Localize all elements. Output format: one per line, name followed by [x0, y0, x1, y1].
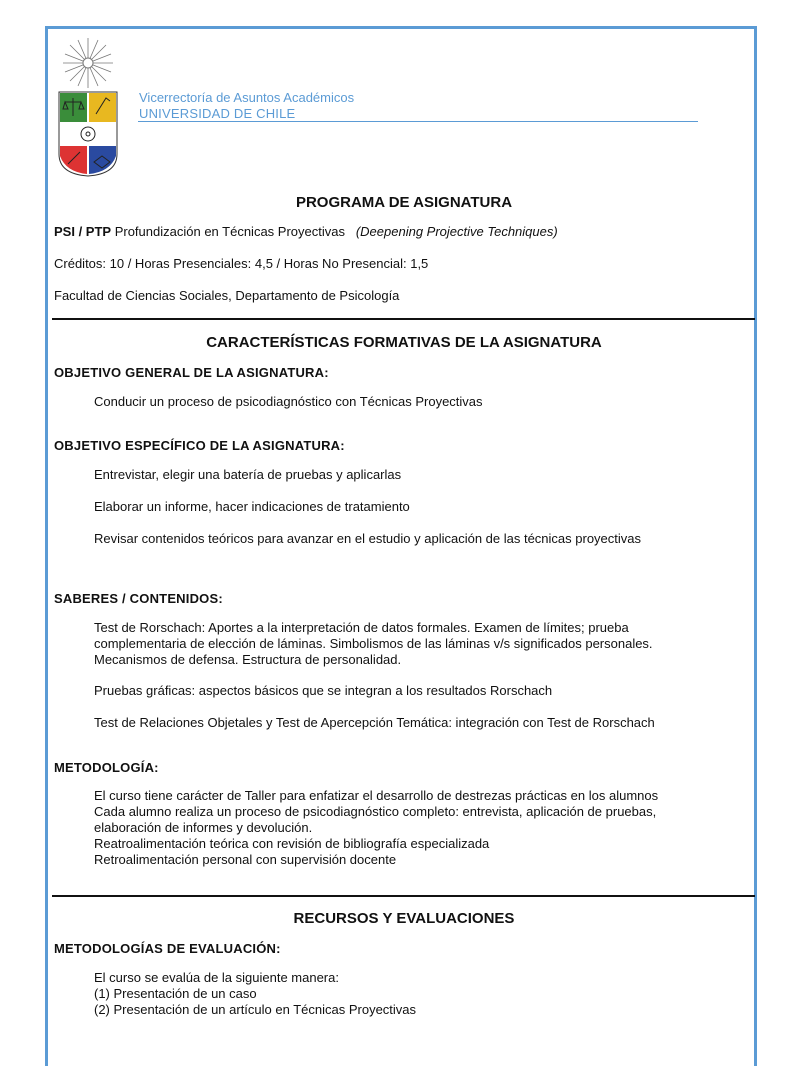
saberes-header: SABERES / CONTENIDOS: — [54, 591, 223, 606]
vicerrectoria-label: Vicerrectoría de Asuntos Académicos — [139, 90, 355, 105]
evaluacion-header: METODOLOGÍAS DE EVALUACIÓN: — [54, 941, 281, 956]
list-item: Entrevistar, elegir una batería de pruebas y aplicarlas — [94, 467, 402, 482]
section-divider — [52, 318, 755, 320]
metodologia-header: METODOLOGÍA: — [54, 760, 159, 775]
programa-title: PROGRAMA DE ASIGNATURA — [295, 194, 513, 211]
list-item: El curso se evalúa de la siguiente manera: — [94, 970, 339, 985]
objetivo-general-text: Conducir un proceso de psicodiagnóstico con Técnicas Proyectivas — [94, 394, 483, 409]
university-name: UNIVERSIDAD DE CHILE — [139, 106, 296, 121]
objetivo-especifico-header: OBJETIVO ESPECÍFICO DE LA ASIGNATURA: — [54, 438, 345, 453]
list-item: El curso tiene carácter de Taller para enfatizar el desarrollo de destrezas prácticas en los alumnos — [94, 788, 659, 803]
course-line — [54, 224, 558, 239]
list-item: Test de Rorschach: Aportes a la interpretación de datos formales. Examen de límites; prueba complementaria de elección de láminas. Simbolismos de las láminas v/s significados personales. Mecanismos de defensa. Estructura de personalidad. — [94, 620, 653, 667]
university-crest-logo — [56, 36, 120, 178]
header-underline — [138, 121, 698, 122]
list-item: Retroalimentación personal con supervisión docente — [94, 852, 397, 867]
objetivo-general-header: OBJETIVO GENERAL DE LA ASIGNATURA: — [54, 365, 329, 380]
list-item: Reatroalimentación teórica con revisión de bibliografía especializada — [94, 836, 490, 851]
course-code: PSI / PTP — [54, 224, 112, 239]
list-item: Cada alumno realiza un proceso de psicodiagnóstico completo: entrevista, aplicación de pruebas, elaboración de informes y devolución. — [94, 804, 657, 835]
course-name-en: (Deepening Projective Techniques) — [355, 224, 558, 239]
facultad-line: Facultad de Ciencias Sociales, Departamento de Psicología — [54, 288, 400, 303]
list-item: Revisar contenidos teóricos para avanzar en el estudio y aplicación de las técnicas proyectivas — [94, 531, 642, 546]
list-item: (1) Presentación de un caso — [94, 986, 257, 1001]
list-item: Elaborar un informe, hacer indicaciones de tratamiento — [94, 499, 410, 514]
caracteristicas-title: CARACTERÍSTICAS FORMATIVAS DE LA ASIGNATURA — [206, 334, 602, 351]
recursos-title: RECURSOS Y EVALUACIONES — [293, 910, 515, 927]
section-divider — [52, 895, 755, 897]
course-name: Profundización en Técnicas Proyectivas — [114, 224, 345, 239]
list-item: Test de Relaciones Objetales y Test de Apercepción Temática: integración con Test de Rorschach — [94, 715, 655, 730]
creditos-line: Créditos: 10 / Horas Presenciales: 4,5 / Horas No Presencial: 1,5 — [54, 256, 429, 271]
list-item: (2) Presentación de un artículo en Técnicas Proyectivas — [94, 1002, 417, 1017]
list-item: Pruebas gráficas: aspectos básicos que se integran a los resultados Rorschach — [94, 683, 553, 698]
